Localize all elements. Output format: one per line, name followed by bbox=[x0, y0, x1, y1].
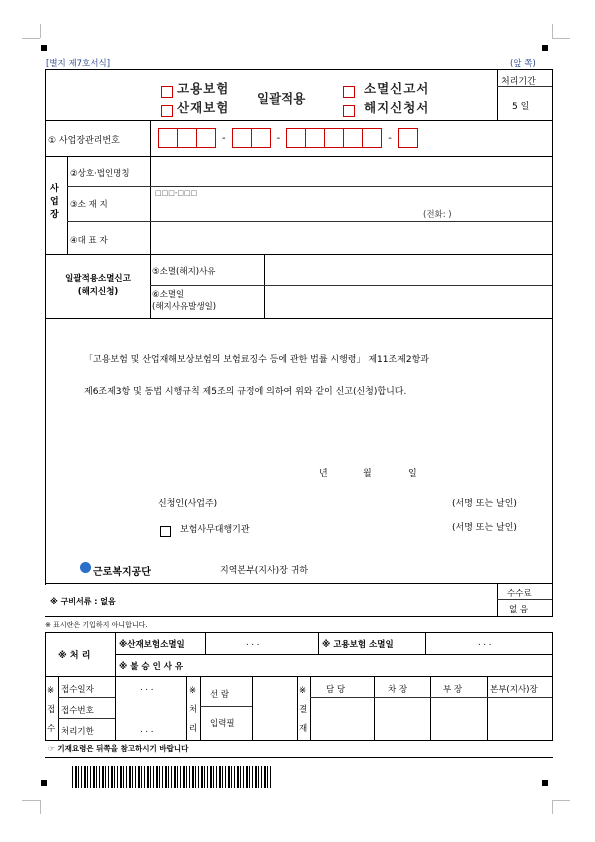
checkbox-extinction-report[interactable] bbox=[343, 81, 355, 100]
registration-mark-top-left bbox=[41, 45, 47, 51]
body-text-line-2: 제6조제3항 및 동법 시행규칙 제5조의 규정에 의하여 위와 같이 신고(신청)합니다. bbox=[84, 387, 407, 397]
employment-extinction-date-label: ※ 고용보험 소멸일 bbox=[322, 640, 394, 650]
office-note: ※ 표시란은 기입하지 아니합니다. bbox=[45, 621, 148, 629]
crop-mark bbox=[22, 800, 40, 801]
receipt-side-label: ※접수 bbox=[47, 686, 56, 734]
business-mgmt-no-label: ① 사업장관리번호 bbox=[48, 136, 120, 146]
representative-label: ④대 표 자 bbox=[70, 236, 108, 246]
representative-input[interactable] bbox=[152, 223, 550, 252]
approval-col-manager: 부 장 bbox=[443, 685, 463, 695]
processing-period-value: 5 일 bbox=[512, 102, 530, 112]
approval-col-head: 본부(지사)장 bbox=[490, 685, 538, 695]
reason-input[interactable] bbox=[266, 256, 550, 283]
required-docs: ※ 구비서류 : 없음 bbox=[50, 597, 116, 606]
body-text-line-1: 「고용보험 및 산업재해보상보험의 보험료징수 등에 관한 법률 시행령」 제11조제2항과 bbox=[84, 355, 429, 365]
crop-mark bbox=[552, 38, 570, 39]
date-month: 월 bbox=[363, 469, 372, 479]
address-label: ③소 재 지 bbox=[70, 200, 108, 210]
extinction-date-label: ⑥소멸일 (해지사유발생일) bbox=[152, 290, 217, 312]
comwel-logo-icon bbox=[80, 562, 91, 573]
business-side-label: 사업장 bbox=[50, 184, 59, 220]
business-mgmt-no-input[interactable]: - - - bbox=[158, 128, 418, 148]
address-input[interactable] bbox=[152, 188, 417, 219]
employment-extinction-date-value[interactable]: . . . bbox=[478, 638, 492, 648]
checkbox-agent[interactable] bbox=[160, 521, 171, 540]
disapproval-reason-label: ※ 불 승 인 사 유 bbox=[119, 662, 184, 672]
crop-mark bbox=[552, 800, 570, 801]
label-extinction-report: 소멸신고서 bbox=[364, 81, 430, 96]
reason-label: ⑤소멸(해지)사유 bbox=[152, 267, 216, 277]
footer-note: ☞ 기재요령은 뒤쪽을 참고하시기 바랍니다 bbox=[48, 744, 189, 753]
barcode bbox=[72, 766, 272, 788]
receipt-date-label: 접수일자 bbox=[61, 685, 94, 695]
industrial-extinction-date-label: ※산재보험소멸일 bbox=[119, 640, 185, 650]
label-industrial-insurance: 산재보험 bbox=[177, 100, 230, 115]
fee-value: 없 음 bbox=[509, 605, 529, 615]
processing-period-label: 처리기간 bbox=[501, 77, 536, 87]
agent-label: 보험사무대행기관 bbox=[180, 525, 250, 535]
processing-side-label: ※처리 bbox=[189, 686, 198, 734]
review-label: 선 람 bbox=[210, 690, 230, 700]
crop-mark bbox=[552, 24, 553, 38]
date-year: 년 bbox=[319, 469, 328, 479]
label-batch-application: 일괄적용 bbox=[257, 91, 306, 106]
crop-mark bbox=[40, 800, 41, 814]
applicant-label: 신청인(사업주) bbox=[158, 499, 218, 509]
recipient-label: 지역본부(지사)장 귀하 bbox=[220, 566, 309, 576]
industrial-extinction-date-value[interactable]: . . . bbox=[246, 638, 260, 648]
deadline-value[interactable]: . . . bbox=[140, 725, 154, 735]
agent-signature[interactable]: (서명 또는 날인) bbox=[452, 523, 517, 533]
checkbox-termination-request[interactable] bbox=[343, 100, 355, 119]
receipt-date-value[interactable]: . . . bbox=[140, 683, 154, 693]
label-employment-insurance: 고용보험 bbox=[177, 81, 230, 96]
organization-name: 근로복지공단 bbox=[93, 567, 151, 578]
registration-mark-top-right bbox=[542, 45, 548, 51]
approval-col-staff: 담 당 bbox=[326, 685, 346, 695]
company-name-input[interactable] bbox=[152, 158, 550, 184]
registration-mark-bottom-right bbox=[542, 780, 548, 786]
registration-mark-bottom-left bbox=[41, 780, 47, 786]
page-side: (앞 쪽) bbox=[510, 59, 536, 69]
company-name-label: ②상호·법인명칭 bbox=[70, 169, 130, 179]
approval-side-label: ※결재 bbox=[299, 686, 308, 734]
deadline-label: 처리기한 bbox=[61, 727, 94, 737]
date-day: 일 bbox=[408, 469, 417, 479]
applicant-signature[interactable]: (서명 또는 날인) bbox=[452, 499, 517, 509]
form-number: [별지 제7호서식] bbox=[46, 59, 111, 69]
extinction-date-input[interactable] bbox=[266, 287, 550, 316]
crop-mark bbox=[22, 38, 40, 39]
approval-col-deputy: 차 장 bbox=[388, 685, 408, 695]
postal-code-hint: □□□-□□□ bbox=[155, 189, 198, 197]
label-termination-request: 해지신청서 bbox=[364, 100, 430, 115]
receipt-no-label: 접수번호 bbox=[61, 706, 94, 716]
input-done-label: 입력필 bbox=[210, 719, 235, 729]
checkbox-employment-insurance[interactable] bbox=[161, 81, 173, 100]
crop-mark bbox=[40, 24, 41, 38]
phone-label: (전화: ) bbox=[423, 210, 452, 220]
fee-label: 수수료 bbox=[507, 589, 532, 599]
checkbox-industrial-insurance[interactable] bbox=[161, 100, 173, 119]
crop-mark bbox=[552, 800, 553, 814]
section-label: 일괄적용소멸신고 (해지신청) bbox=[65, 274, 131, 297]
processing-label: ※ 처 리 bbox=[58, 651, 91, 661]
